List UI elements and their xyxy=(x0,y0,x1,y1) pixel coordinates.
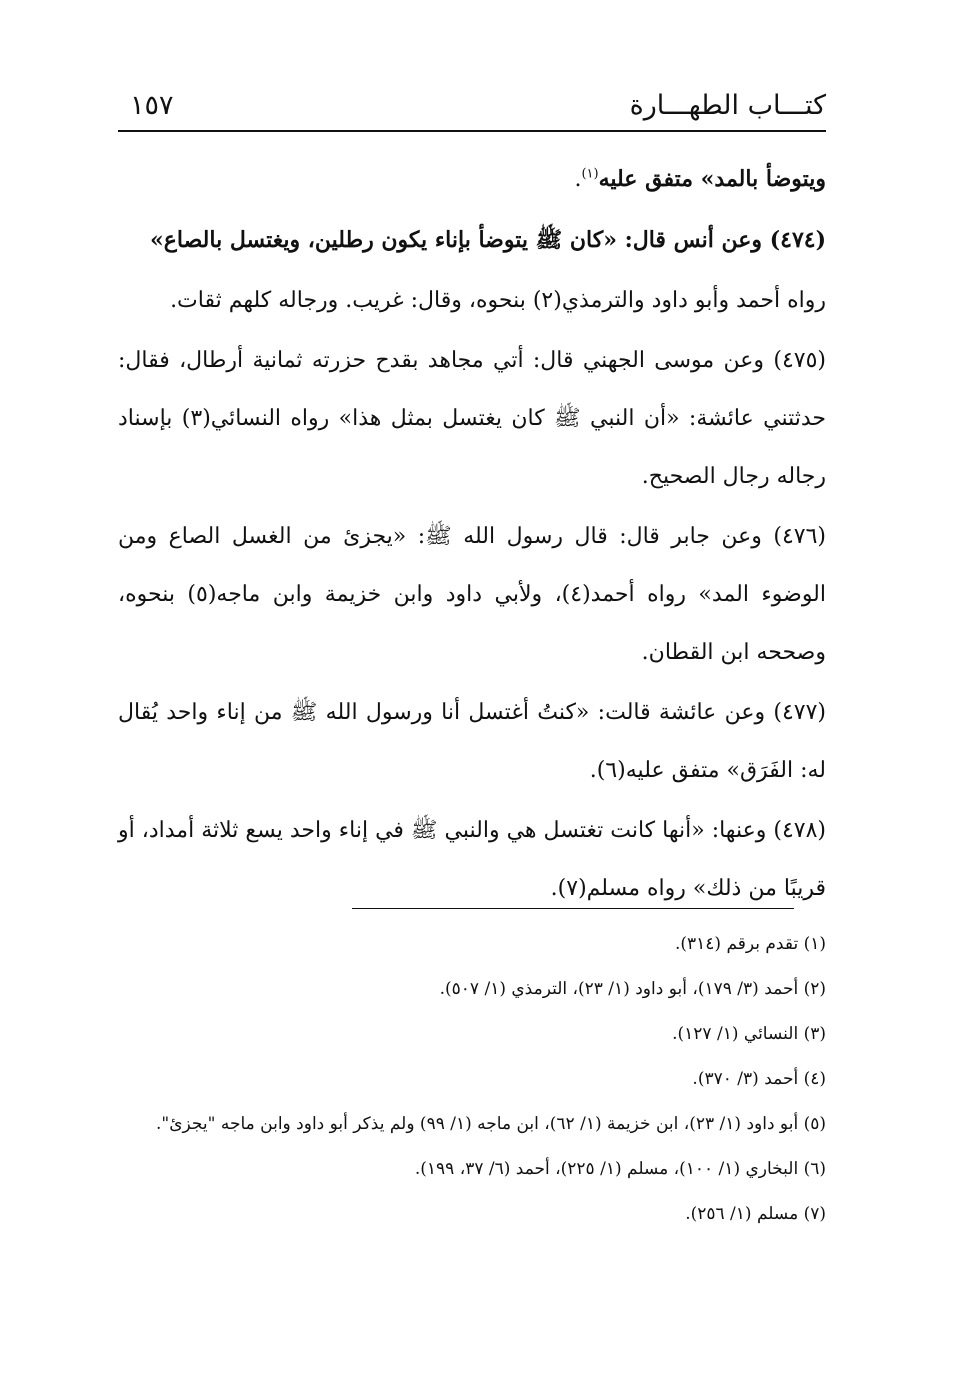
running-title: كتـــاب الطهـــارة xyxy=(629,90,826,121)
paragraph-text: . xyxy=(574,167,582,192)
footnotes xyxy=(118,922,826,1237)
paragraph xyxy=(118,272,826,330)
footnote-divider xyxy=(352,908,794,909)
paragraph-text: رواه أحمد وأبو داود والترمذي(٢) بنحوه، وقال: غريب. ورجاله كلهم ثقات. xyxy=(170,288,826,313)
paragraph-bold: (٤٧٤) وعن أنس قال: «كان ﷺ يتوضأ بإناء يكون رطلين، ويغتسل بالصاع» xyxy=(150,227,826,253)
paragraph xyxy=(118,150,826,209)
paragraph xyxy=(118,508,826,682)
paragraph-bold: ويتوضأ بالمد» متفق عليه xyxy=(598,166,826,192)
footnote: (٤) أحمد (٣/ ٣٧٠). xyxy=(692,1069,826,1089)
footnote: (٢) أحمد (٣/ ١٧٩)، أبو داود (١/ ٢٣)، الترمذي (١/ ٥٠٧). xyxy=(439,979,826,999)
footnote: (٧) مسلم (١/ ٢٥٦). xyxy=(685,1204,826,1224)
page xyxy=(118,88,826,920)
paragraph xyxy=(118,684,826,800)
main-text xyxy=(118,150,826,918)
page-header xyxy=(118,88,826,132)
paragraph-text: (٤٧٥) وعن موسى الجهني قال: أتي مجاهد بقدح حزرته ثمانية أرطال، فقال: حدثتني عائشة: «أن النبي ﷺ كان يغتسل بمثل هذا» رواه النسائي(٣) بإسناد رجاله رجال الصحيح. xyxy=(118,348,826,489)
paragraph xyxy=(118,211,826,270)
paragraph-text: (٤٧٧) وعن عائشة قالت: «كنتُ أغتسل أنا ورسول الله ﷺ من إناء واحد يُقال له: الفَرَق» متفق عليه(٦). xyxy=(118,700,826,783)
footnote-marker: (١) xyxy=(581,166,599,182)
footnote: (٥) أبو داود (١/ ٢٣)، ابن خزيمة (١/ ٦٢)، ابن ماجه (١/ ٩٩) ولم يذكر أبو داود وابن ماجه "يجزئ". xyxy=(156,1114,826,1134)
paragraph-text: (٤٧٨) وعنها: «أنها كانت تغتسل هي والنبي ﷺ في إناء واحد يسع ثلاثة أمداد، أو قريبًا من ذلك» رواه مسلم(٧). xyxy=(118,818,826,901)
page-number: ١٥٧ xyxy=(130,90,174,121)
footnote: (١) تقدم برقم (٣١٤). xyxy=(674,934,826,954)
paragraph-text: (٤٧٦) وعن جابر قال: قال رسول الله ﷺ: «يجزئ من الغسل الصاع ومن الوضوء المد» رواه أحمد(٤)، ولأبي داود وابن خزيمة وابن ماجه(٥) بنحوه، وصححه ابن القطان. xyxy=(118,524,827,665)
footnote: (٣) النسائي (١/ ١٢٧). xyxy=(672,1024,826,1044)
footnote: (٦) البخاري (١/ ١٠٠)، مسلم (١/ ٢٢٥)، أحمد (٦/ ٣٧، ١٩٩). xyxy=(414,1159,826,1179)
paragraph xyxy=(118,332,826,506)
paragraph xyxy=(118,802,826,918)
